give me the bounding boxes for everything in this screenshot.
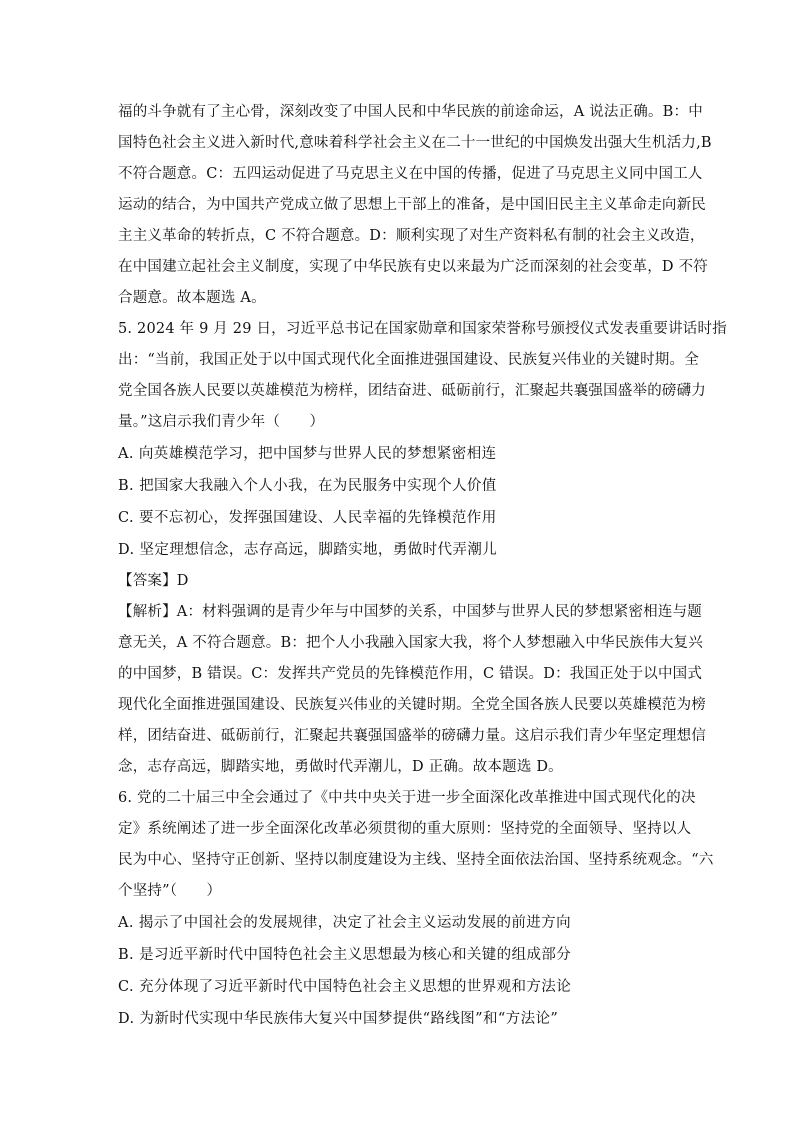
- question-6-stem: 个坚持”（ ）: [118, 883, 222, 899]
- question-5-stem: 量。”这启示我们青少年（ ）: [118, 414, 325, 430]
- question-5-answer: 【答案】D: [118, 573, 189, 589]
- question-5-analysis: 意无关，A 不符合题意。B：把个人小我融入国家大我，将个人梦想融入中华民族伟大复兴: [118, 635, 703, 651]
- analysis-line: 合题意。故本题选 A。: [118, 290, 266, 306]
- question-5-analysis: 样，团结奋进、砥砺前行，汇聚起共襄强国盛举的磅礴力量。这启示我们青少年坚定理想信: [118, 728, 706, 744]
- question-5-stem: 5. 2024 年 9 月 29 日，习近平总书记在国家勋章和国家荣誉称号颁授仪式发表重要讲话时指: [118, 321, 727, 337]
- question-5-stem: 出：“当前，我国正处于以中国式现代化全面推进强国建设、民族复兴伟业的关键时期。全: [118, 352, 699, 368]
- analysis-line: 主主义革命的转折点，C 不符合题意。D：顺利实现了对生产资料私有制的社会主义改造，: [118, 228, 705, 244]
- question-6-option-b: B. 是习近平新时代中国特色社会主义思想最为核心和关键的组成部分: [118, 947, 572, 963]
- analysis-line: 不符合题意。C：五四运动促进了马克思主义在中国的传播，促进了马克思主义同中国工人: [118, 166, 703, 182]
- question-6-stem: 6. 党的二十届三中全会通过了《中共中央关于进一步全面深化改革推进中国式现代化的决: [118, 790, 696, 806]
- question-5-analysis: 的中国梦，B 错误。C：发挥共产党员的先锋模范作用，C 错误。D：我国正处于以中国式: [118, 666, 703, 682]
- question-5-option-a: A. 向英雄模范学习，把中国梦与世界人民的梦想紧密相连: [118, 446, 497, 462]
- question-5-stem: 党全国各族人民要以英雄模范为榜样，团结奋进、砥砺前行，汇聚起共襄强国盛举的磅礴力: [118, 383, 706, 399]
- question-5-option-b: B. 把国家大我融入个人小我，在为民服务中实现个人价值: [118, 478, 497, 494]
- analysis-line: 国特色社会主义进入新时代,意味着科学社会主义在二十一世纪的中国焕发出强大生机活力,B: [118, 135, 712, 151]
- question-6-option-a: A. 揭示了中国社会的发展规律，决定了社会主义运动发展的前进方向: [118, 915, 571, 931]
- question-6-stem: 定》系统阐述了进一步全面深化改革必须贯彻的重大原则：坚持党的全面领导、坚持以人: [118, 821, 692, 837]
- question-6-option-d: D. 为新时代实现中华民族伟大复兴中国梦提供“路线图”和“方法论”: [118, 1011, 559, 1027]
- question-5-analysis: 【解析】A：材料强调的是青少年与中国梦的关系，中国梦与世界人民的梦想紧密相连与题: [118, 604, 702, 620]
- question-5-analysis: 念，志存高远，脚踏实地，勇做时代弄潮儿，D 正确。故本题选 D。: [118, 759, 563, 775]
- analysis-line: 运动的结合，为中国共产党成立做了思想上干部上的准备，是中国旧民主主义革命走向新民: [118, 197, 706, 213]
- question-5-option-c: C. 要不忘初心，发挥强国建设、人民幸福的先锋模范作用: [118, 510, 497, 526]
- question-6-stem: 民为中心、坚持守正创新、坚持以制度建设为主线、坚持全面依法治国、坚持系统观念。“六: [118, 852, 714, 868]
- analysis-line: 福的斗争就有了主心骨，深刻改变了中国人民和中华民族的前途命运，A 说法正确。B：中: [118, 104, 703, 120]
- question-6-option-c: C. 充分体现了习近平新时代中国特色社会主义思想的世界观和方法论: [118, 979, 572, 995]
- analysis-line: 在中国建立起社会主义制度，实现了中华民族有史以来最为广泛而深刻的社会变革，D 不符: [118, 259, 708, 275]
- question-5-option-d: D. 坚定理想信念，志存高远，脚踏实地，勇做时代弄潮儿: [118, 542, 498, 558]
- question-5-analysis: 现代化全面推进强国建设、民族复兴伟业的关键时期。全党全国各族人民要以英雄模范为榜: [118, 697, 706, 713]
